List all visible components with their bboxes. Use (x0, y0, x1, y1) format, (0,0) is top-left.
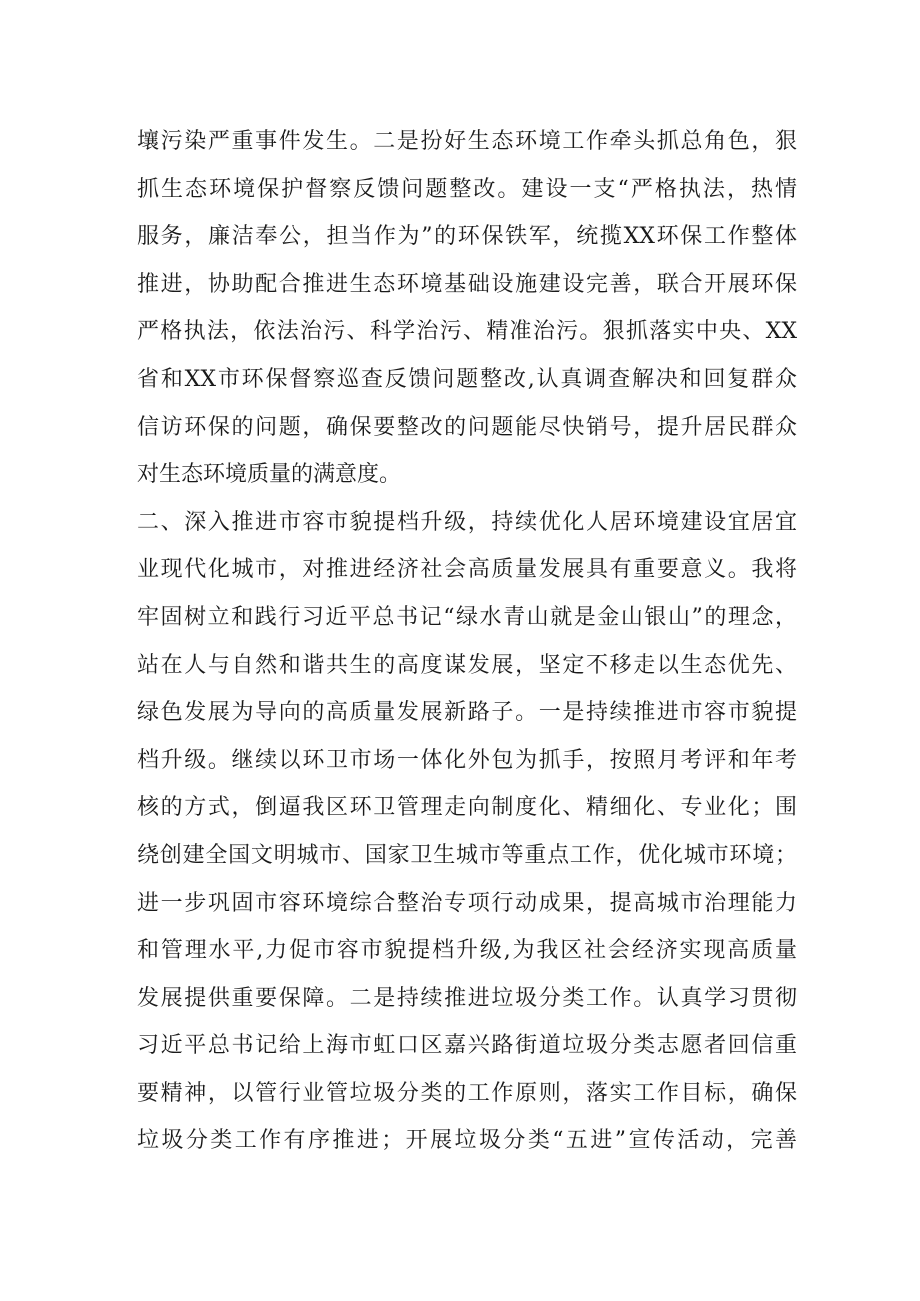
text-line: 要精神，以管行业管垃圾分类的工作原则，落实工作目标，确保 (137, 1080, 797, 1106)
text-line: 对生态环境质量的满意度。 (137, 462, 402, 488)
text-line: 垃圾分类工作有序推进；开展垃圾分类“五进”宣传活动，完善 (137, 1128, 797, 1154)
text-line: 绕创建全国文明城市、国家卫生城市等重点工作，优化城市环境； (137, 842, 797, 868)
text-line: 习近平总书记给上海市虹口区嘉兴路街道垃圾分类志愿者回信重 (137, 1033, 797, 1059)
text-line: 抓生态环境保护督察反馈问题整改。建设一支“严格执法，热情 (137, 176, 797, 202)
text-line: 绿色发展为导向的高质量发展新路子。一是持续推进市容市貌提 (137, 700, 797, 726)
text-line: 牢固树立和践行习近平总书记“绿水青山就是金山银山”的理念， (137, 604, 797, 630)
body-text (137, 118, 797, 1165)
text-line: 壤污染严重事件发生。二是扮好生态环境工作牵头抓总角色，狠 (137, 129, 797, 154)
text-line: 信访环保的问题，确保要整改的问题能尽快销号，提升居民群众 (137, 414, 797, 440)
text-line: 省和XX市环保督察巡查反馈问题整改,认真调查解决和回复群众 (137, 366, 797, 392)
text-line: 服务，廉洁奉公，担当作为”的环保铁军，统揽XX环保工作整体 (137, 224, 797, 250)
text-line: 档升级。继续以环卫市场一体化外包为抓手，按照月考评和年考 (137, 747, 797, 773)
text-line: 严格执法，依法治污、科学治污、精准治污。狠抓落实中央、XX (137, 319, 797, 345)
text-line: 和管理水平,力促市容市貌提档升级,为我区社会经济实现高质量 (137, 938, 797, 964)
text-line: 站在人与自然和谐共生的高度谋发展，坚定不移走以生态优先、 (137, 652, 797, 678)
text-line: 推进，协助配合推进生态环境基础设施建设完善，联合开展环保 (137, 271, 797, 297)
text-line: 发展提供重要保障。二是持续推进垃圾分类工作。认真学习贯彻 (137, 985, 797, 1011)
text-line: 业现代化城市，对推进经济社会高质量发展具有重要意义。我将 (137, 557, 797, 583)
text-line: 进一步巩固市容环境综合整治专项行动成果，提高城市治理能力 (137, 890, 797, 916)
section-heading-line: 二、深入推进市容市貌提档升级，持续优化人居环境建设宜居宜 (137, 509, 797, 535)
text-line: 核的方式，倒逼我区环卫管理走向制度化、精细化、专业化；围 (137, 795, 797, 821)
